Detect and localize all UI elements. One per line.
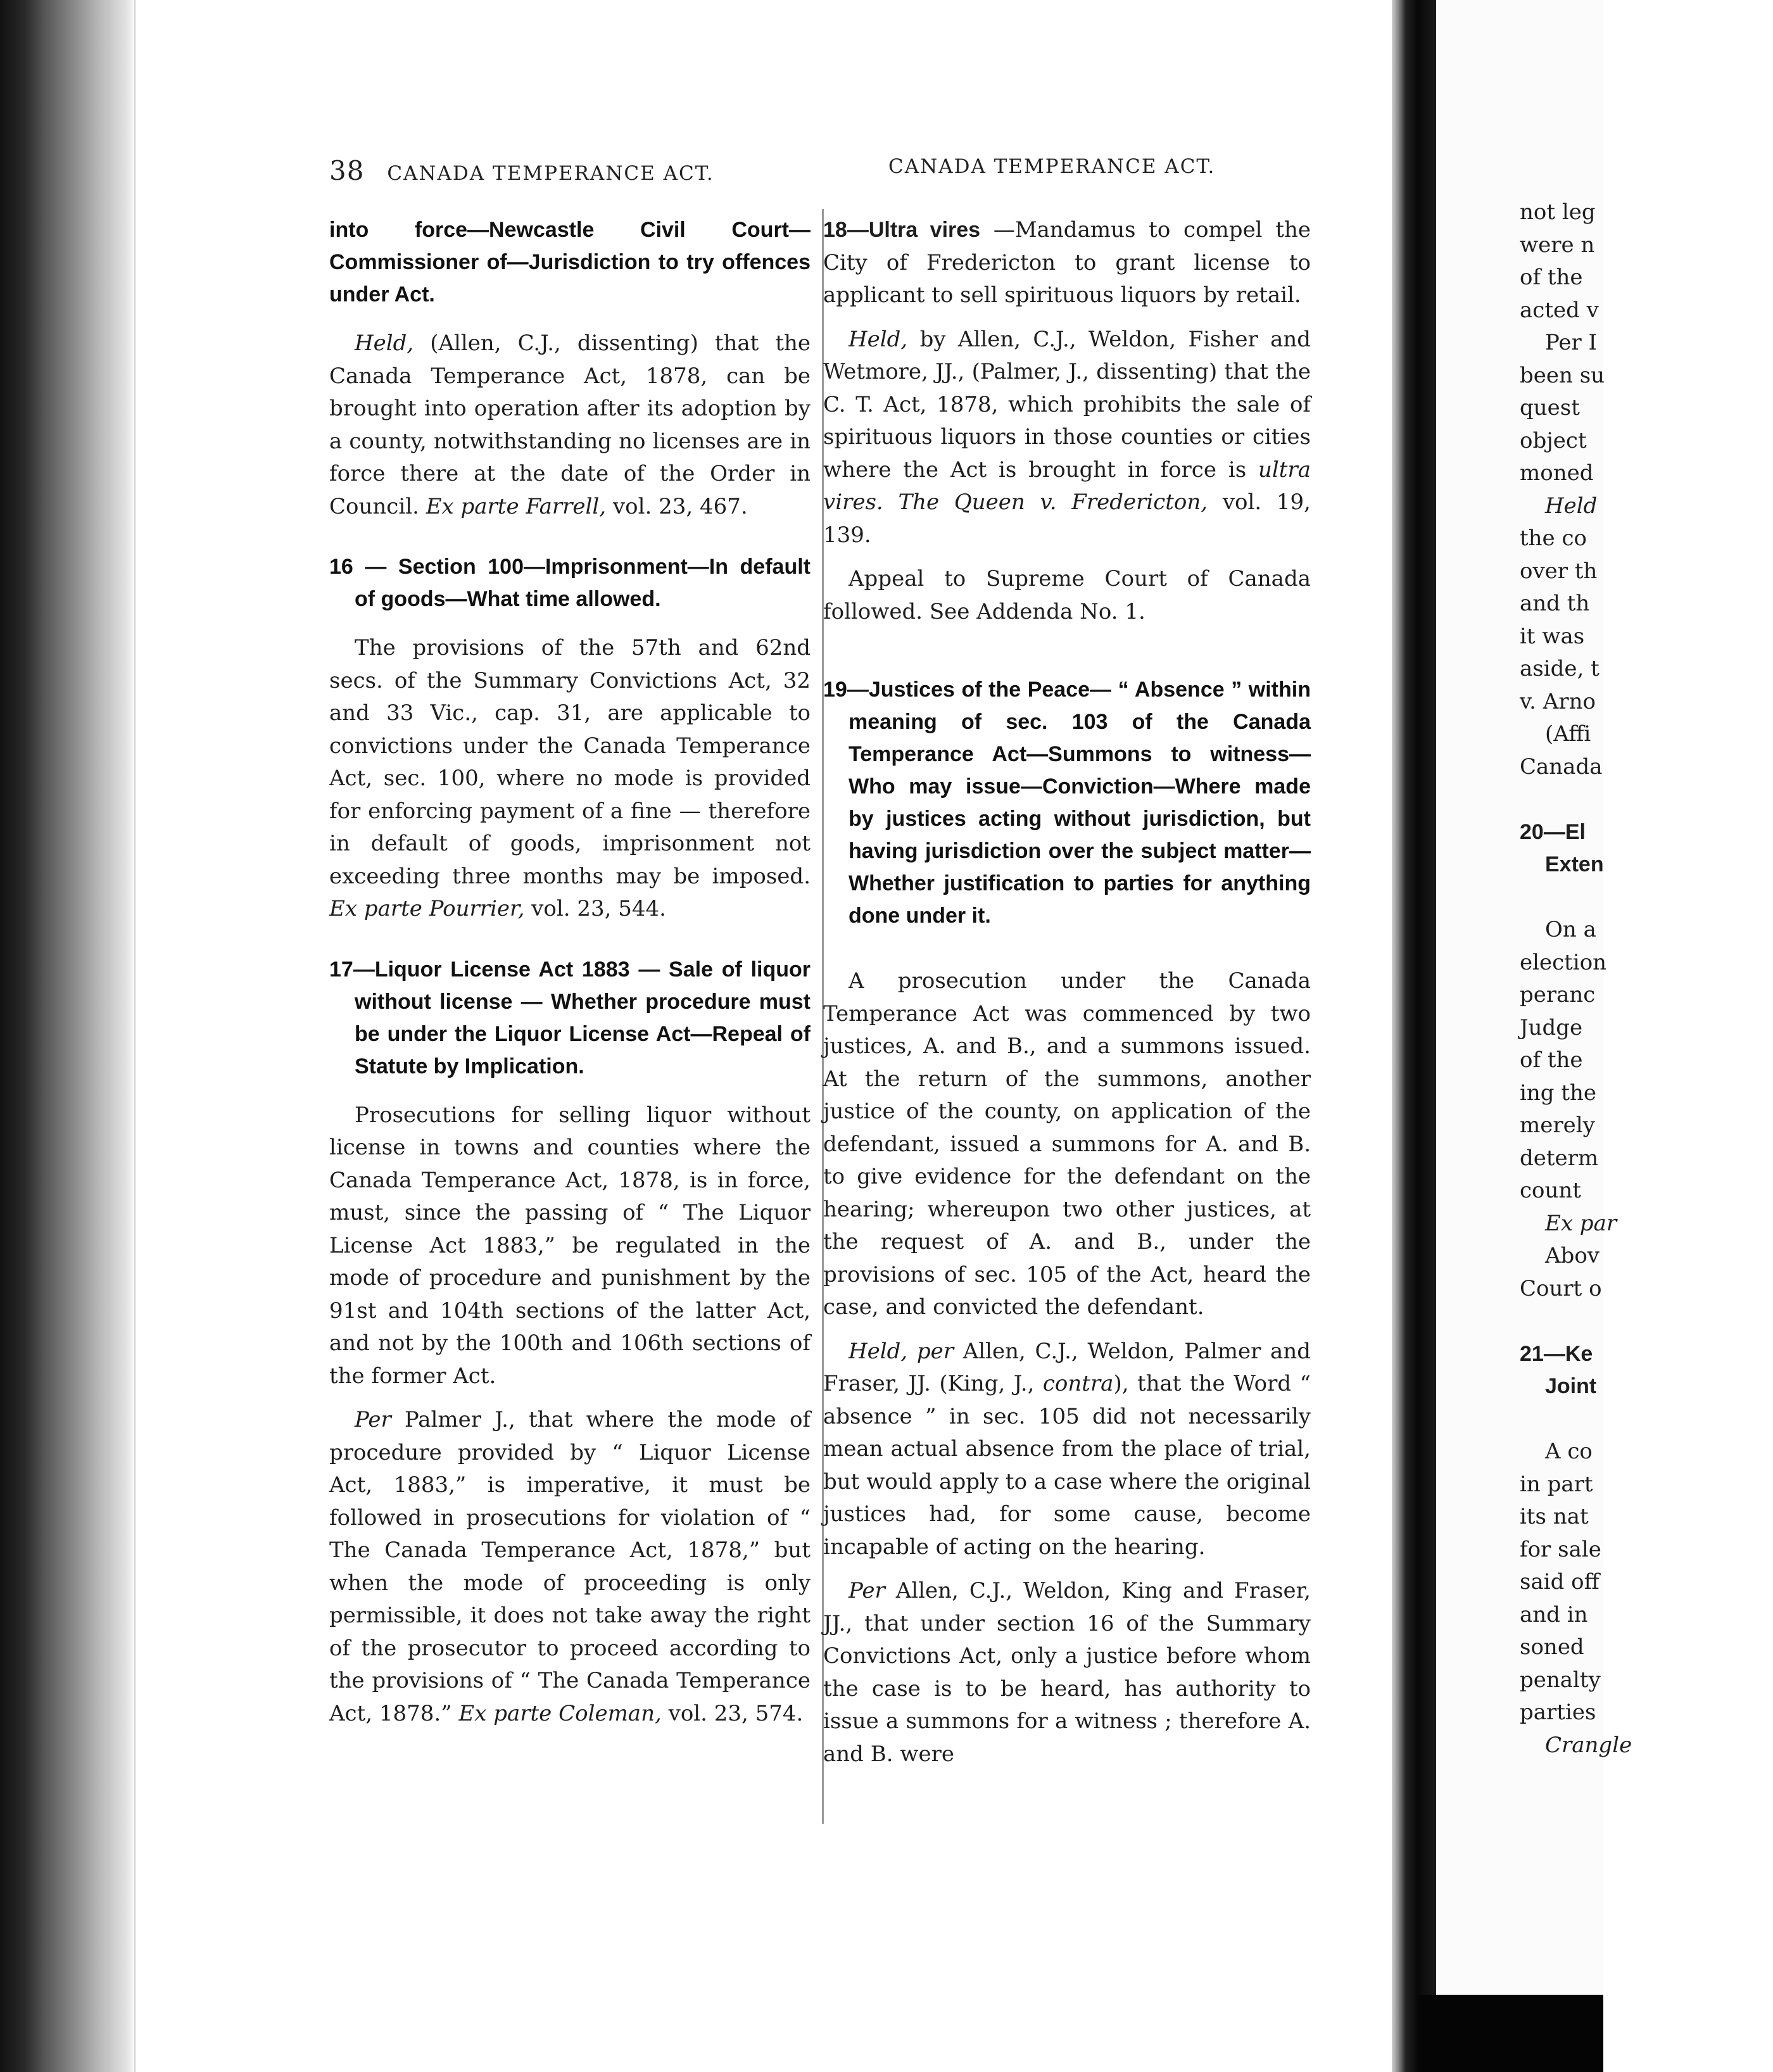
facing-page-line <box>1520 783 1773 816</box>
facing-page-line: Exten <box>1545 852 1604 876</box>
facing-page-line: 20—El <box>1520 819 1586 844</box>
facing-page-line: the co <box>1520 526 1587 551</box>
per-label: Per <box>849 1578 885 1603</box>
facing-page-line: moned <box>1520 460 1594 486</box>
case-name: Ex parte Farrell, <box>426 493 607 519</box>
contra-label: contra <box>1042 1371 1114 1396</box>
facing-page-line: parties <box>1520 1700 1596 1725</box>
facing-page-line: not leg <box>1520 199 1596 225</box>
facing-page-line: A co <box>1545 1439 1593 1464</box>
heading-19: 19—Justices of the Peace— “ Absence ” within meaning of sec. 103 of the Canada Temperance Act—Summons to witness—Who may issue—Conviction—Where made by justices acting without jurisdiction, but having jurisdiction over the subject matter—Whether justification to parties for anything done under it. <box>823 678 1311 928</box>
facing-page-line: Canada <box>1520 754 1603 780</box>
facing-page-line: object <box>1520 427 1587 453</box>
facing-page-line: determ <box>1520 1145 1599 1171</box>
facing-page-line: Held <box>1545 493 1598 519</box>
paragraph-text: Allen, C.J., Weldon, King and Fraser, JJ., that under section 16 of the Summary Convictions Act, only a justice before whom the case is to be heard, has authority to issue a summons for a witness ; therefore A. and B. were <box>823 1578 1311 1767</box>
case-citation: vol. 23, 574. <box>661 1700 804 1726</box>
facing-page-line: count <box>1520 1178 1581 1203</box>
facing-page-line: Joint <box>1545 1374 1597 1398</box>
paragraph-text: (Allen, C.J., dissenting) that the Canada Temperance Act, 1878, can be brought into operation after its adoption by a county, notwithstanding no licenses are in force there at the date of the Order in Council. <box>329 331 811 519</box>
facing-page-line: said off <box>1520 1569 1599 1595</box>
paragraph-text: The provisions of the 57th and 62nd secs. of the Summary Convictions Act, 32 and 33 Vic., cap. 31, are applicable to convictions under the Canada Temperance Act, sec. 100, where no mode is provided for enforcing payment of a fine — therefore in default of goods, imprisonment not exceeding three months may be imposed. <box>329 635 811 889</box>
facing-page-line: penalty <box>1520 1667 1601 1693</box>
facing-page-line: 21—Ke <box>1520 1341 1593 1366</box>
facing-page-line: quest <box>1520 395 1580 420</box>
heading-18-text: —Mandamus to compel the City of Fredericton to grant license to applicant to sell spirituous liquors by retail. <box>823 217 1311 308</box>
facing-page-line: been su <box>1520 362 1605 388</box>
running-head-right: CANADA TEMPERANCE ACT. <box>888 155 1216 178</box>
ultra-vires: ultra vires. <box>823 457 1311 515</box>
heading-16: 16 — Section 100—Imprisonment—In default of goods—What time allowed. <box>329 555 811 611</box>
facing-page-line: of the <box>1520 265 1583 290</box>
case-name: The Queen v. Fredericton, <box>883 490 1208 515</box>
case-citation: vol. 19, 139. <box>823 490 1311 548</box>
held-label: Held, <box>849 326 908 352</box>
facing-page-line: soned <box>1520 1634 1584 1660</box>
running-head-left-text: CANADA TEMPERANCE ACT. <box>387 162 714 185</box>
case-name: Ex parte Pourrier, <box>329 896 525 921</box>
facing-page-line: Judge <box>1520 1014 1583 1040</box>
facing-page-line: Ex par <box>1545 1210 1617 1236</box>
running-head-left <box>329 155 714 186</box>
case-citation: vol. 23, 544. <box>524 896 666 921</box>
facing-page-line: over th <box>1520 558 1598 584</box>
facing-page-line <box>1520 1305 1773 1338</box>
paragraph-19: A prosecution under the Canada Temperance Act was commenced by two justices, A. and B., and a summons issued. At the return of the summons, another justice of the county, on application of the defendant, issued a summons for A. and B. to give evidence for the defendant on the hearing; whereupon two other justices, at the request of A. and B., under the provisions of sec. 105 of the Act, heard the case, and convicted the defendant. <box>823 968 1311 1320</box>
paragraph-text: by Allen, C.J., Weldon, Fisher and Wetmore, JJ., (Palmer, J., dissenting) that the C. T. Act, 1878, which prohibits the sale of spirituous liquors in those counties or cities where the Act is brought in force is <box>823 326 1311 483</box>
facing-page-line: of the <box>1520 1047 1583 1073</box>
facing-page-line: Court o <box>1520 1275 1602 1301</box>
heading-17: 17—Liquor License Act 1883 — Sale of liquor without license — Whether procedure must be under the Liquor License Act—Repeal of Statute by Implication. <box>329 957 811 1078</box>
left-column <box>329 214 811 1741</box>
paragraph-text: Palmer J., that where the mode of procedure provided by “ Liquor License Act, 1883,” is imperative, it must be followed in prosecutions for violation of “ The Canada Temperance Act, 1878,” but when the mode of proceeding is only permissible, it does not take away the right of the prosecutor to proceed according to the provisions of “ The Canada Temperance Act, 1878.” <box>329 1407 811 1726</box>
book-binding-left <box>0 0 133 2072</box>
page-edge <box>134 0 136 2072</box>
facing-page-line: v. Arno <box>1520 688 1596 714</box>
facing-page-line: Per I <box>1545 330 1597 355</box>
facing-page <box>1436 0 1632 2072</box>
case-name: Ex parte Coleman, <box>458 1700 662 1726</box>
paragraph-19-held <box>823 1336 1311 1564</box>
facing-page-line: it was <box>1520 623 1585 649</box>
facing-page-line: acted v <box>1520 297 1599 323</box>
facing-page-line: its nat <box>1520 1504 1589 1529</box>
facing-page-line: ing the <box>1520 1080 1597 1106</box>
held-per-label: Held, per <box>849 1338 954 1364</box>
paragraph-18-held <box>823 324 1311 552</box>
book-gutter <box>1392 0 1436 2072</box>
page-number: 38 <box>329 155 365 186</box>
facing-page-line: and th <box>1520 591 1590 616</box>
paragraph-text-2: ), that the Word “ absence ” in sec. 105 did not necessarily mean actual absence from the place of trial, but would apply to a case where the original justices had, for some cause, become incapable of acting on the hearing. <box>823 1371 1311 1560</box>
facing-page-line: Abov <box>1545 1243 1599 1268</box>
scan-border <box>1418 1995 1603 2072</box>
paragraph-18-appeal: Appeal to Supreme Court of Canada followed. See Addenda No. 1. <box>823 566 1311 624</box>
paragraph-15-held <box>329 327 811 523</box>
facing-page-line: in part <box>1520 1471 1593 1497</box>
paragraph-17: Prosecutions for selling liquor without license in towns and counties where the Canada Temperance Act, 1878, is in force, must, since the passing of “ The Liquor License Act 1883,” be regulated in the mode of procedure and punishment by the 91st and 104th sections of the latter Act, and not by the 100th and 106th sections of the former Act. <box>329 1102 811 1389</box>
facing-page-line: (Affi <box>1545 721 1591 747</box>
heading-18-label: 18—Ultra vires <box>823 218 981 242</box>
facing-page-line: election <box>1520 949 1607 975</box>
facing-page-line: peranc <box>1520 982 1596 1008</box>
facing-page-fragments <box>1520 196 1773 1762</box>
facing-page-line: aside, t <box>1520 656 1599 681</box>
facing-page-line: Crangle <box>1545 1732 1632 1758</box>
facing-page-line: and in <box>1520 1601 1588 1627</box>
paragraph-16 <box>329 632 811 926</box>
paragraph-17-per <box>329 1404 811 1730</box>
paragraph-text: Allen, C.J., Weldon, Palmer and Fraser, JJ. (King, J., <box>823 1338 1311 1396</box>
facing-page-line <box>1520 881 1773 914</box>
case-citation: vol. 23, 467. <box>606 493 748 519</box>
facing-page-line: for sale <box>1520 1536 1601 1562</box>
facing-page-line <box>1520 1403 1773 1436</box>
facing-page-line: were n <box>1520 232 1595 258</box>
facing-page-line: On a <box>1545 917 1596 942</box>
held-label: Held, <box>355 331 414 356</box>
paragraph-19-per <box>823 1575 1311 1771</box>
per-label: Per <box>355 1407 391 1432</box>
facing-page-line: merely <box>1520 1113 1595 1138</box>
middle-column <box>823 214 1311 1782</box>
heading-18 <box>823 214 1311 312</box>
heading-15-continued: into force—Newcastle Civil Court—Commissioner of—Jurisdiction to try offences under Act. <box>329 218 811 306</box>
